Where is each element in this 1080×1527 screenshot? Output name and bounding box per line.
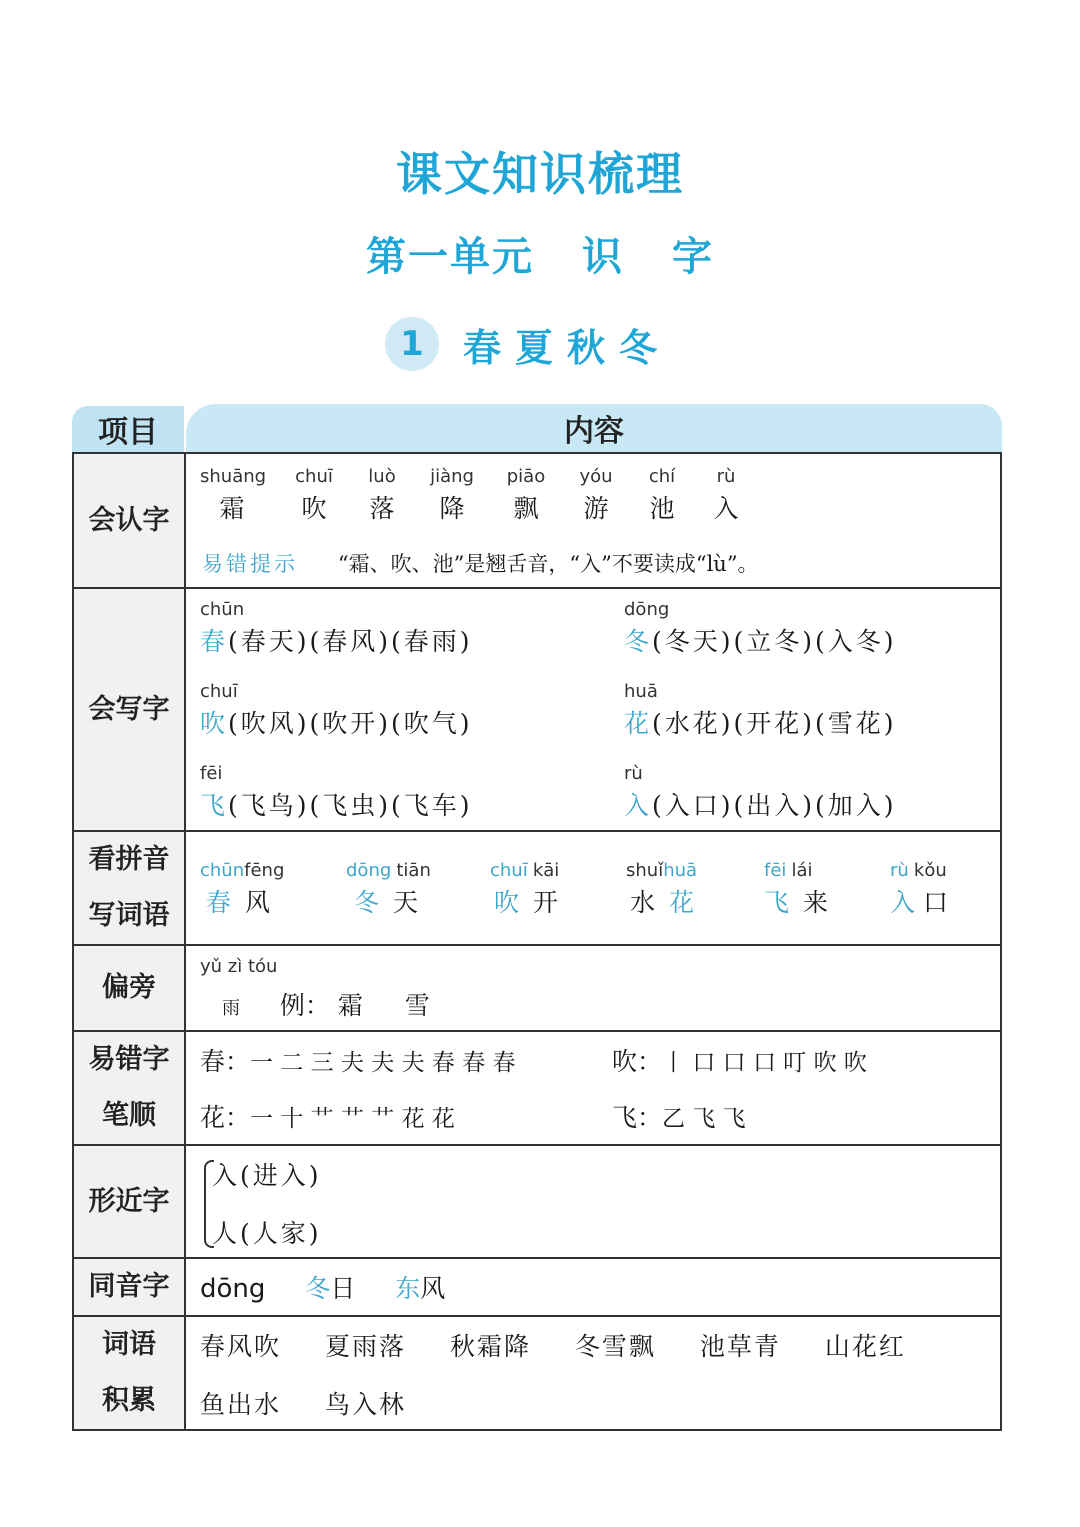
hanzi: 飞 xyxy=(764,888,790,917)
lesson-name: 春夏秋冬 xyxy=(463,325,672,370)
words: (水花)(开花)(雪花) xyxy=(652,709,897,738)
label-pinyin xyxy=(73,831,185,945)
pinyin: fēng xyxy=(244,860,285,881)
hanzi: 花 xyxy=(669,888,695,917)
row-renzi xyxy=(73,453,1001,588)
label-line: 易错字 xyxy=(88,1044,170,1075)
content-xingjin xyxy=(185,1145,1001,1258)
words: (飞鸟)(飞虫)(飞车) xyxy=(228,791,473,820)
hint-text: “霜、吹、池”是翘舌音，“入”不要读成“lù”。 xyxy=(337,552,759,576)
hint xyxy=(202,548,759,578)
hanzi: 春 xyxy=(206,888,232,917)
phrase: 鸟入林 xyxy=(324,1390,406,1419)
renzi-pair xyxy=(420,466,484,525)
hanzi: 入 xyxy=(624,791,653,820)
hanzi: 落 xyxy=(369,494,395,523)
content-ciyu xyxy=(185,1316,1001,1430)
phrase: 秋霜降 xyxy=(449,1332,531,1361)
lesson-heading xyxy=(385,316,671,372)
pinyin: lái xyxy=(791,860,813,881)
unit-name: 第一单元 xyxy=(366,234,534,280)
pinyin: fēi xyxy=(200,763,223,784)
words: (吹风)(吹开)(吹气) xyxy=(228,709,473,738)
pinyin: chūn xyxy=(200,599,245,620)
hanzi: 春 xyxy=(200,627,229,656)
pinyin: shuǐ xyxy=(626,860,664,881)
pinyin: dōng xyxy=(624,599,670,620)
hanzi: 花 xyxy=(624,709,653,738)
content-xiezi xyxy=(185,588,1001,831)
pinyin: chí xyxy=(648,466,676,487)
hanzi: 水 xyxy=(630,888,656,917)
hanzi: 入 xyxy=(713,494,739,523)
label-line: 笔顺 xyxy=(102,1100,156,1131)
renzi-pair xyxy=(200,466,267,525)
words: (入口)(出入)(加入) xyxy=(652,791,897,820)
pinyin-word xyxy=(626,860,697,919)
label-ciyu xyxy=(73,1316,185,1430)
hanzi: 入 xyxy=(890,888,916,917)
renzi-pair xyxy=(494,466,558,525)
pinyin: shuāng xyxy=(200,466,267,487)
label-xiezi: 会写字 xyxy=(73,588,185,831)
pinyin-word xyxy=(764,860,828,919)
page-title: 课文知识梳理 xyxy=(396,147,684,201)
row-tongyin xyxy=(73,1258,1001,1316)
unit-topic-1: 识 xyxy=(582,234,624,280)
label-renzi: 会认字 xyxy=(73,453,185,588)
hanzi: 霜 xyxy=(219,494,245,523)
example-char: 雪 xyxy=(404,991,430,1020)
pinyin-word xyxy=(200,860,284,919)
hanzi: 口 xyxy=(923,888,949,917)
radical: 雨 xyxy=(222,998,240,1019)
pinyin: chuī xyxy=(295,466,333,487)
label-line: 写词语 xyxy=(88,900,170,931)
lesson-number: 1 xyxy=(385,317,439,371)
pinyin: piāo xyxy=(506,466,546,487)
stroke-head: 飞： xyxy=(612,1103,663,1132)
example-label: 例： xyxy=(279,991,330,1020)
content-tongyin xyxy=(185,1258,1001,1316)
phrase-line xyxy=(200,1385,406,1421)
hanzi: 来 xyxy=(803,888,829,917)
label-pianpang: 偏旁 xyxy=(73,945,185,1031)
pinyin: rù xyxy=(716,466,736,487)
pinyin: yóu xyxy=(579,466,613,487)
words: (冬天)(立冬)(入冬) xyxy=(652,627,897,656)
homophone-pinyin: dōng xyxy=(200,1274,266,1304)
similar-char: 入(进入) xyxy=(212,1161,322,1190)
pinyin: chuī xyxy=(490,860,528,881)
xiezi-item xyxy=(200,599,473,658)
hanzi: 东 xyxy=(395,1274,421,1303)
example-char: 霜 xyxy=(337,991,363,1020)
pinyin: chūn xyxy=(200,860,245,881)
content-renzi xyxy=(185,453,1001,588)
strokes: 一 二 三 夫 夫 夫 春 春 春 xyxy=(250,1050,516,1076)
label-bishun xyxy=(73,1031,185,1145)
pinyin: rù xyxy=(624,763,643,784)
content-bishun xyxy=(185,1031,1001,1145)
hanzi: 吹 xyxy=(494,888,520,917)
label-line: 词语 xyxy=(102,1329,156,1360)
row-xingjin xyxy=(73,1145,1001,1258)
pinyin-word xyxy=(890,860,948,919)
stroke-head: 花： xyxy=(200,1103,251,1132)
strokes: 丨 口 口 口 叮 吹 吹 xyxy=(662,1050,867,1076)
pinyin: huā xyxy=(663,860,698,881)
hanzi: 飞 xyxy=(200,791,229,820)
pinyin: kāi xyxy=(532,860,560,881)
phrase-line xyxy=(200,1327,906,1363)
stroke-order xyxy=(612,1098,746,1134)
label-xingjin: 形近字 xyxy=(73,1145,185,1258)
row-pianpang xyxy=(73,945,1001,1031)
knowledge-table xyxy=(72,452,1002,1431)
row-xiezi xyxy=(73,588,1001,831)
label-line: 看拼音 xyxy=(88,844,170,875)
similar-char: 人(人家) xyxy=(212,1219,322,1248)
xiezi-item xyxy=(624,599,897,658)
pinyin: dōng xyxy=(346,860,392,881)
pinyin: chuī xyxy=(200,681,238,702)
words: (春天)(春风)(春雨) xyxy=(228,627,473,656)
hint-label: 易错提示 xyxy=(202,552,298,576)
hanzi: 日 xyxy=(330,1274,356,1303)
pinyin-word xyxy=(490,860,559,919)
hanzi: 开 xyxy=(533,888,559,917)
pinyin: huā xyxy=(624,681,658,702)
unit-topic-2: 字 xyxy=(672,234,714,280)
renzi-pair xyxy=(694,466,758,525)
pinyin: kǒu xyxy=(913,860,947,881)
xiezi-item xyxy=(624,681,897,740)
row-bishun xyxy=(73,1031,1001,1145)
hanzi: 冬 xyxy=(305,1274,331,1303)
renzi-pair xyxy=(282,466,346,525)
stroke-order xyxy=(612,1042,867,1078)
xiezi-item xyxy=(200,763,473,822)
header-item: 项目 xyxy=(72,406,184,452)
row-ciyu xyxy=(73,1316,1001,1430)
pinyin: luò xyxy=(368,466,396,487)
hanzi: 风 xyxy=(245,888,271,917)
header-content: 内容 xyxy=(186,404,1002,452)
pinyin-word xyxy=(346,860,431,919)
phrase: 山花红 xyxy=(824,1332,906,1361)
radical-pinyin: yǔ zì tóu xyxy=(200,956,278,977)
hanzi: 飘 xyxy=(513,494,539,523)
stroke-head: 吹： xyxy=(612,1047,663,1076)
hanzi: 冬 xyxy=(354,888,380,917)
stroke-head: 春： xyxy=(200,1047,251,1076)
phrase: 夏雨落 xyxy=(324,1332,406,1361)
phrase: 池草青 xyxy=(699,1332,781,1361)
radical-line xyxy=(222,986,430,1022)
hanzi: 游 xyxy=(583,494,609,523)
hanzi: 吹 xyxy=(301,494,327,523)
strokes: 一 十 艹 艹 艹 花 花 xyxy=(250,1106,455,1132)
content-pinyin xyxy=(185,831,1001,945)
pinyin: fēi xyxy=(764,860,787,881)
label-line: 积累 xyxy=(102,1385,156,1416)
content-pianpang xyxy=(185,945,1001,1031)
renzi-pair xyxy=(630,466,694,525)
unit-title xyxy=(0,225,1080,282)
xiezi-item xyxy=(200,681,473,740)
stroke-order xyxy=(200,1042,516,1078)
xiezi-item xyxy=(624,763,897,822)
row-pinyin xyxy=(73,831,1001,945)
pinyin: tiān xyxy=(396,860,431,881)
phrase: 鱼出水 xyxy=(200,1390,282,1419)
hanzi: 吹 xyxy=(200,709,229,738)
phrase: 春风吹 xyxy=(200,1332,282,1361)
strokes: 乙 飞 飞 xyxy=(662,1106,746,1132)
hanzi: 冬 xyxy=(624,627,653,656)
stroke-order xyxy=(200,1098,455,1134)
pinyin: rù xyxy=(890,860,909,881)
renzi-pair xyxy=(564,466,628,525)
hanzi: 风 xyxy=(420,1274,446,1303)
label-tongyin: 同音字 xyxy=(73,1258,185,1316)
homophone-line xyxy=(200,1269,445,1305)
hanzi: 天 xyxy=(393,888,419,917)
phrase: 冬雪飘 xyxy=(574,1332,656,1361)
pinyin: jiàng xyxy=(430,466,474,487)
hanzi: 池 xyxy=(649,494,675,523)
renzi-pair xyxy=(350,466,414,525)
hanzi: 降 xyxy=(439,494,465,523)
